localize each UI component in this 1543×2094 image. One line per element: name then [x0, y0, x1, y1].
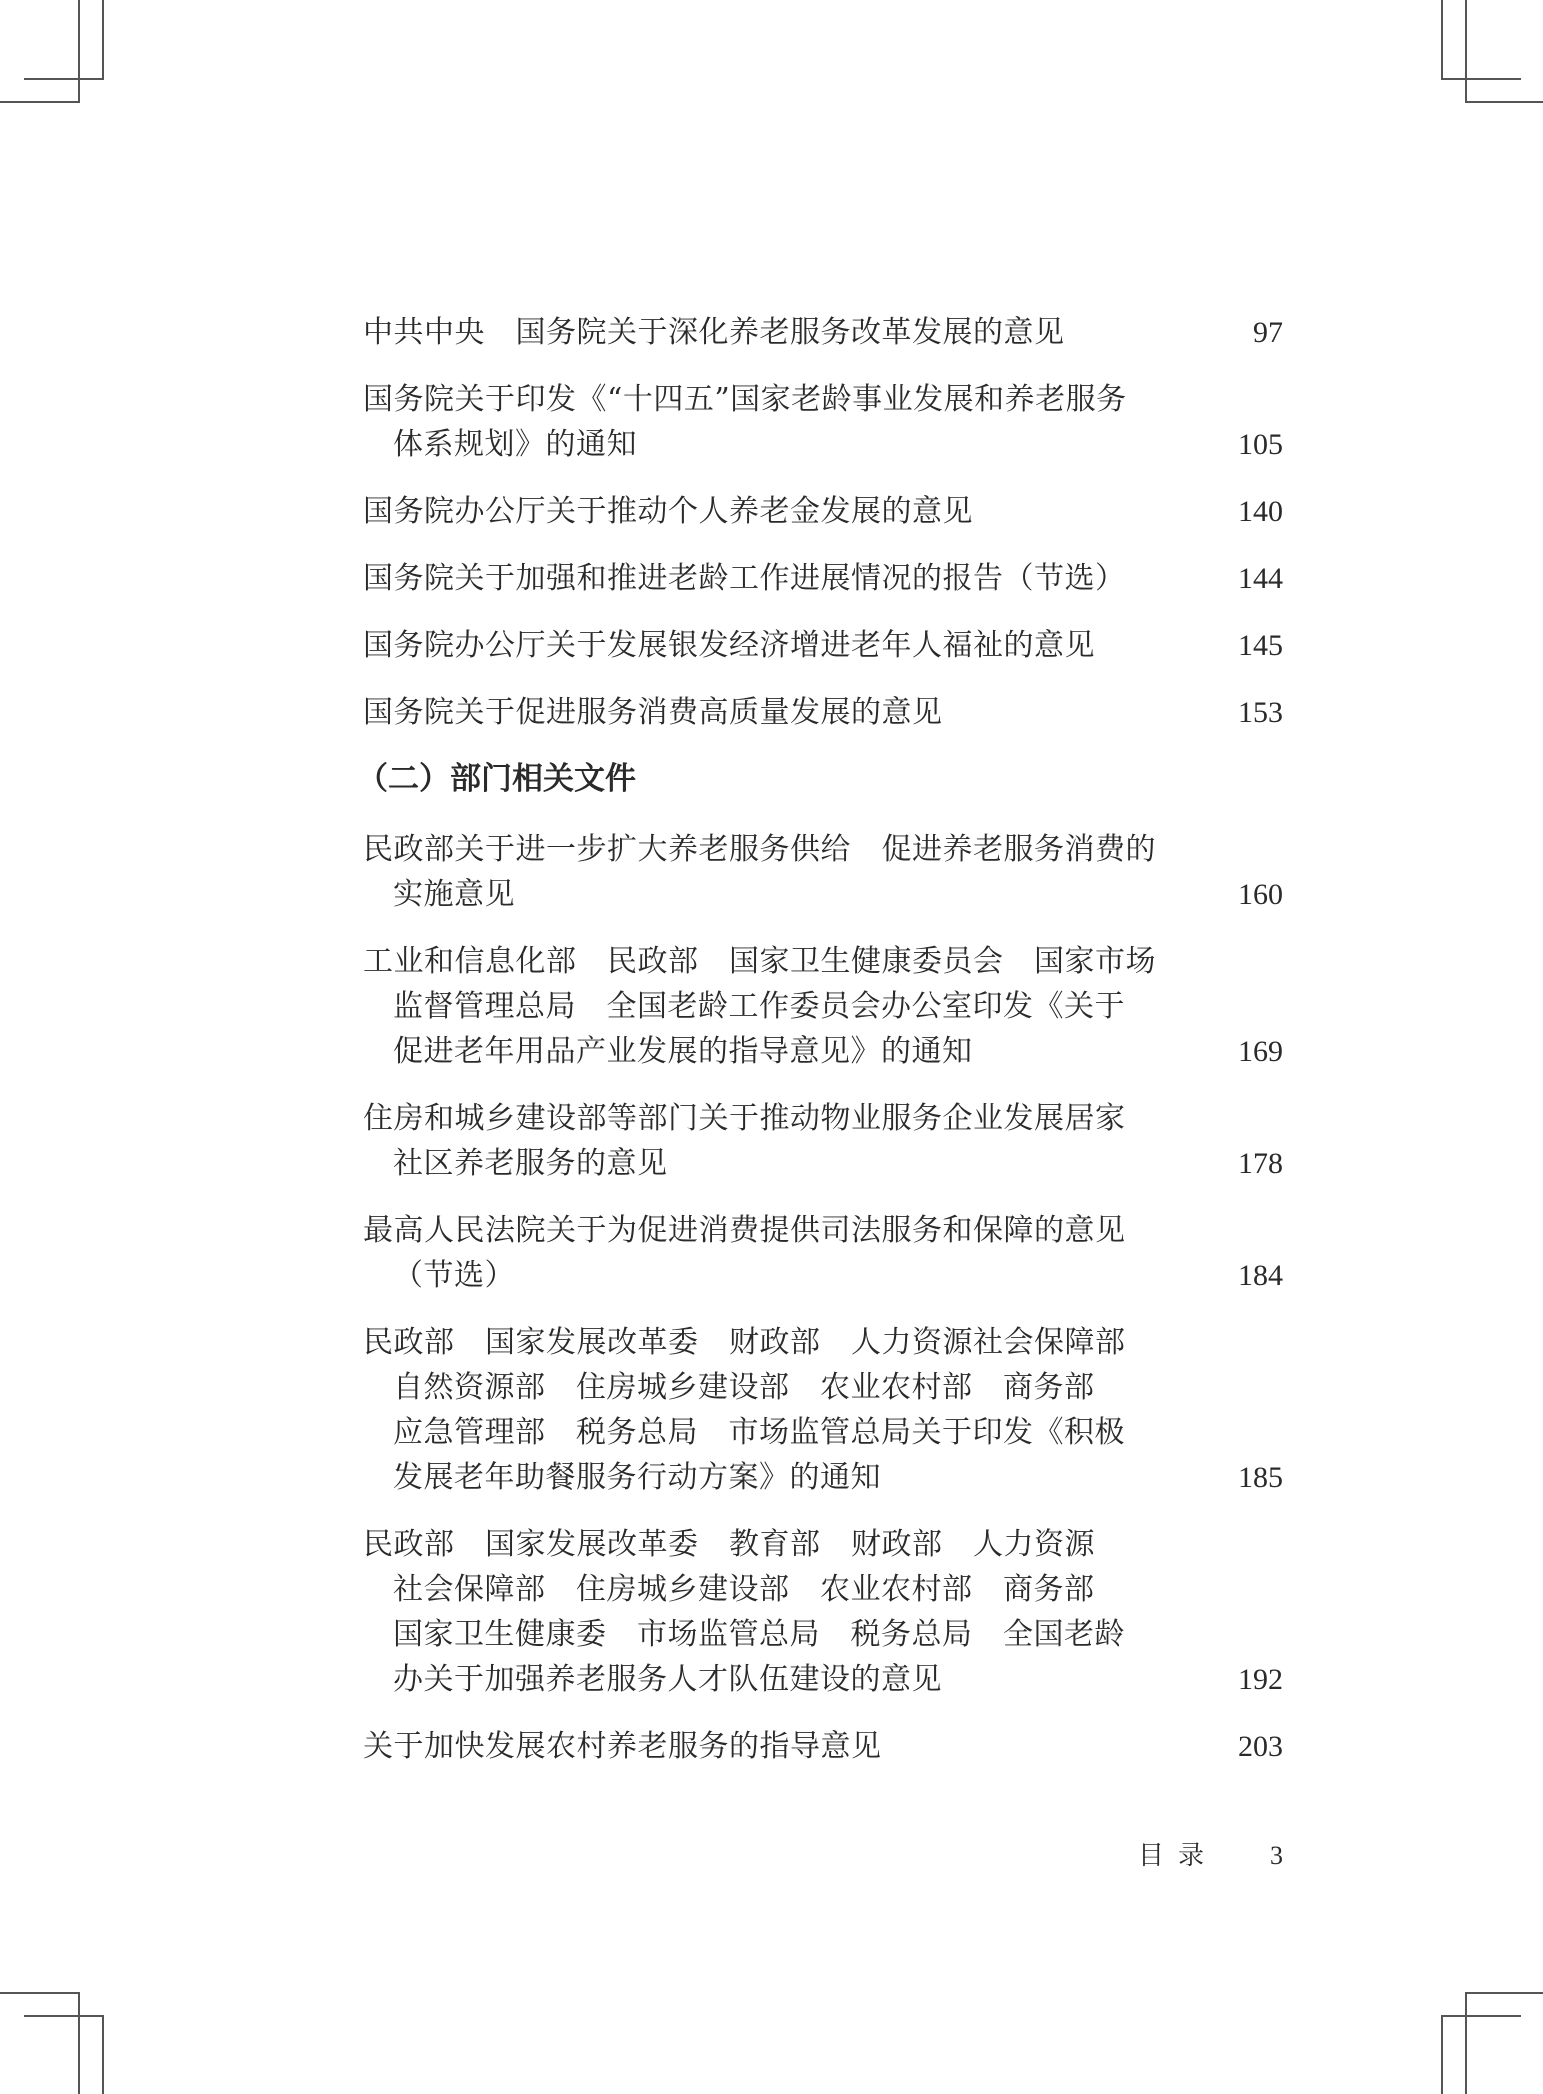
footer-page-number: 3	[1270, 1841, 1283, 1870]
toc-entries-national	[363, 310, 1283, 735]
toc-entry-title-line: 国务院关于加强和推进老龄工作进展情况的报告（节选）	[363, 561, 1126, 596]
toc-entry-title-line: 国家卫生健康委 市场监管总局 税务总局 全国老龄	[393, 1617, 1125, 1652]
toc-entry-title-line: 国务院关于印发《“十四五”国家老龄事业发展和养老服务	[363, 382, 1127, 417]
toc-entry-title-line: 监督管理总局 全国老龄工作委员会办公室印发《关于	[393, 989, 1125, 1024]
toc-entry	[363, 939, 1283, 1074]
toc-entry-title-line: 应急管理部 税务总局 市场监管总局关于印发《积极	[393, 1415, 1125, 1450]
toc-entry-page-number: 178	[1238, 1147, 1283, 1180]
toc-entries-departmental	[363, 827, 1283, 1769]
toc-entry	[363, 1320, 1283, 1500]
toc-entry-page-number: 145	[1238, 629, 1283, 662]
toc-entry	[363, 377, 1283, 467]
section-title: （二）部门相关文件	[357, 761, 636, 797]
toc-entry-title-line: 最高人民法院关于为促进消费提供司法服务和保障的意见	[363, 1213, 1126, 1248]
toc-entry	[363, 1522, 1283, 1702]
footer-title: 目录	[1138, 1841, 1219, 1871]
toc-entry	[363, 827, 1283, 917]
toc-entry-title-line: 国务院关于促进服务消费高质量发展的意见	[363, 695, 943, 730]
toc-entry-title-line: 住房和城乡建设部等部门关于推动物业服务企业发展居家	[363, 1101, 1126, 1136]
toc-entry-title-line: 社区养老服务的意见	[393, 1146, 668, 1181]
toc-entry-title-line: 国务院办公厅关于推动个人养老金发展的意见	[363, 494, 973, 529]
toc-entry	[363, 489, 1283, 534]
toc-entry-title-line: 民政部 国家发展改革委 教育部 财政部 人力资源	[363, 1527, 1095, 1562]
toc-entry-page-number: 169	[1238, 1035, 1283, 1068]
toc-entry-page-number: 184	[1238, 1259, 1283, 1292]
toc-entry-page-number: 160	[1238, 878, 1283, 911]
toc-entry-title-line: 促进老年用品产业发展的指导意见》的通知	[393, 1034, 973, 1069]
toc-entry-page-number: 192	[1238, 1663, 1283, 1696]
toc-entry	[363, 556, 1283, 601]
toc-entry	[363, 623, 1283, 668]
toc-entry	[363, 1724, 1283, 1769]
toc-entry-title-line: 社会保障部 住房城乡建设部 农业农村部 商务部	[393, 1572, 1095, 1607]
toc-entry-title-line: 办关于加强养老服务人才队伍建设的意见	[393, 1662, 942, 1697]
toc-entry	[363, 690, 1283, 735]
toc-entry-page-number: 153	[1238, 696, 1283, 729]
toc-entry-title-line: 中共中央 国务院关于深化养老服务改革发展的意见	[363, 315, 1065, 350]
toc-entry-title-line: 发展老年助餐服务行动方案》的通知	[393, 1460, 881, 1495]
toc-entry-title-line: 实施意见	[393, 877, 515, 912]
toc-entry-title-line: 体系规划》的通知	[393, 427, 637, 462]
toc-entry-page-number: 140	[1238, 495, 1283, 528]
toc-entry-page-number: 185	[1238, 1461, 1283, 1494]
toc-entry-title-line: （节选）	[393, 1258, 515, 1293]
toc-entry-title-line: 关于加快发展农村养老服务的指导意见	[363, 1729, 882, 1764]
toc-entry-page-number: 203	[1238, 1730, 1283, 1763]
toc-entry-title-line: 工业和信息化部 民政部 国家卫生健康委员会 国家市场	[363, 944, 1156, 979]
toc-entry-page-number: 105	[1238, 428, 1283, 461]
table-of-contents	[357, 310, 1283, 1791]
toc-entry-title-line: 自然资源部 住房城乡建设部 农业农村部 商务部	[393, 1370, 1095, 1405]
toc-entry-page-number: 144	[1238, 562, 1283, 595]
toc-entry	[363, 1208, 1283, 1298]
toc-entry-page-number: 97	[1253, 316, 1283, 349]
toc-entry-title-line: 民政部 国家发展改革委 财政部 人力资源社会保障部	[363, 1325, 1126, 1360]
toc-entry-title-line: 民政部关于进一步扩大养老服务供给 促进养老服务消费的	[363, 832, 1156, 867]
toc-entry-title-line: 国务院办公厅关于发展银发经济增进老年人福祉的意见	[363, 628, 1095, 663]
toc-entry	[363, 310, 1283, 355]
toc-entry	[363, 1096, 1283, 1186]
